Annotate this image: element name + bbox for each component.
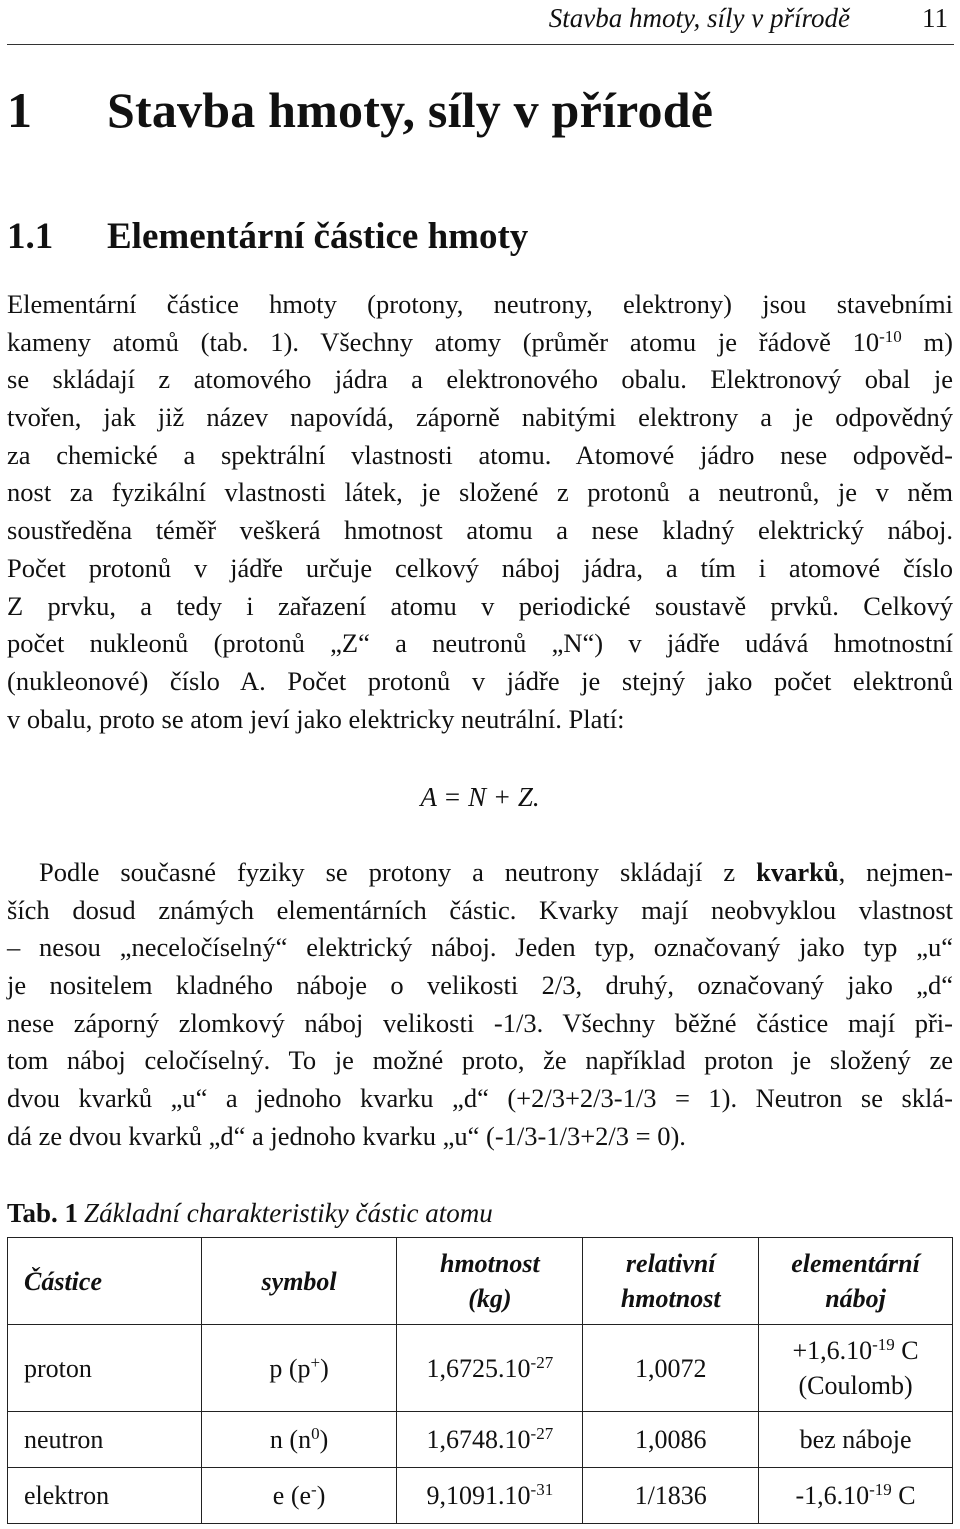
- formula: A = N + Z.: [420, 782, 540, 812]
- cell-charge: $-1,6.10^{-19}$ C: [759, 1468, 953, 1524]
- header-mass: hmotnost (kg): [397, 1238, 583, 1325]
- running-head-title: Stavba hmoty, síly v přírodě: [548, 3, 850, 33]
- paragraph-2-line: je nositelem kladného náboje o velikosti 2/3, druhý, označovaný jako „d“: [7, 970, 953, 1001]
- table-caption-label: Tab. 1: [7, 1198, 79, 1228]
- table-header-row: [8, 1238, 953, 1325]
- paragraph-1-line: Z prvku, a tedy i zařazení atomu v periodické soustavě prvků. Celkový: [7, 590, 953, 621]
- paragraph-2-text: Podle současné fyziky se protony a neutrony skládají z: [39, 857, 757, 887]
- table-row: [8, 1468, 953, 1524]
- header-relative-mass: relativní hmotnost: [583, 1238, 759, 1325]
- page-number: 11: [922, 3, 948, 33]
- cell-symbol: n $(n^0)$: [201, 1412, 397, 1468]
- chapter-heading: [7, 80, 713, 140]
- section-title: Elementární částice hmoty: [107, 216, 529, 257]
- paragraph-1-line: [7, 324, 953, 362]
- table-row: [8, 1325, 953, 1412]
- cell-symbol: e (e-): [201, 1468, 397, 1524]
- cell-charge: bez náboje: [759, 1412, 953, 1468]
- paragraph-2-line: nese záporný zlomkový náboj velikosti -1/3. Všechny běžné částice mají při-: [7, 1007, 953, 1038]
- paragraph-1-line: soustředěna téměř veškerá hmotnost atomu a nese kladný elektrický náboj.: [7, 515, 953, 546]
- paragraph-2-line: tom náboj celočíselný. To je možné proto, že například proton je složený ze: [7, 1045, 953, 1076]
- section-heading: [7, 215, 528, 259]
- paragraph-1-line: v obalu, proto se atom jeví jako elektricky neutrální. Platí:: [7, 703, 625, 734]
- exponent: -10: [879, 326, 902, 346]
- cell-relative-mass: 1,0086: [583, 1412, 759, 1468]
- paragraph-1-line: (nukleonové) číslo A. Počet protonů v jádře je stejný jako počet elektronů: [7, 665, 953, 696]
- table-caption: [7, 1194, 493, 1232]
- cell-charge: $+1,6.10^{-19}$ C (Coulomb): [759, 1325, 953, 1412]
- header-particle: Částice: [8, 1238, 202, 1325]
- paragraph-1-line: nost za fyzikální vlastnosti látek, je složené z protonů a neutronů, je v něm: [7, 477, 953, 508]
- cell-relative-mass: 1/1836: [583, 1468, 759, 1524]
- cell-mass: $1,6725.10^{-27}$: [397, 1325, 583, 1412]
- section-number: 1.1: [7, 216, 54, 257]
- cell-particle: proton: [8, 1325, 202, 1412]
- paragraph-2-line: dá ze dvou kvarků „d“ a jednoho kvarku „u“ (-1/3-1/3+2/3 = 0).: [7, 1120, 686, 1151]
- cell-mass: $9,1091.10^{-31}$: [397, 1468, 583, 1524]
- cell-mass: $1,6748.10^{-27}$: [397, 1412, 583, 1468]
- running-head: [0, 0, 960, 48]
- header-charge: elementární náboj: [759, 1238, 953, 1325]
- paragraph-2-line: [7, 854, 953, 892]
- cell-particle: elektron: [8, 1468, 202, 1524]
- cell-relative-mass: 1,0072: [583, 1325, 759, 1412]
- paragraph-1-line: Počet protonů v jádře určuje celkový náboj jádra, a tím i atomové číslo: [7, 552, 953, 583]
- paragraph-2: [7, 854, 953, 1156]
- chapter-title: Stavba hmoty, síly v přírodě: [107, 82, 714, 138]
- paragraph-1-line: tvořen, jak již název napovídá, záporně nabitými elektrony a je odpovědný: [7, 402, 953, 433]
- paragraph-1-line-tail: m): [901, 326, 953, 357]
- paragraph-1-line: se skládají z atomového jádra a elektronového obalu. Elektronový obal je: [7, 364, 953, 395]
- paragraph-1-line: počet nukleonů (protonů „Z“ a neutronů „N“) v jádře udává hmotnostní: [7, 628, 953, 659]
- table-caption-title: Základní charakteristiky částic atomu: [84, 1198, 493, 1228]
- header-symbol: symbol: [201, 1238, 397, 1325]
- paragraph-2-text: , nejmen-: [838, 857, 953, 887]
- cell-symbol: p (p+): [201, 1325, 397, 1412]
- particles-table: [7, 1237, 953, 1524]
- bold-term: kvarků: [756, 857, 839, 887]
- cell-particle: neutron: [8, 1412, 202, 1468]
- paragraph-2-line: dvou kvarků „u“ a jednoho kvarku „d“ (+2/3+2/3-1/3 = 1). Neutron se sklá-: [7, 1083, 953, 1114]
- table-row: [8, 1412, 953, 1468]
- header-divider: [7, 44, 954, 45]
- paragraph-2-line: – nesou „neceločíselný“ elektrický náboj. Jeden typ, označovaný jako typ „u“: [7, 932, 953, 963]
- paragraph-1-line: za chemické a spektrální vlastnosti atomu. Atomové jádro nese odpověd-: [7, 439, 953, 470]
- paragraph-1: [7, 286, 953, 738]
- chapter-number: 1: [7, 82, 33, 138]
- paragraph-2-line: ších dosud známých elementárních částic. Kvarky mají neobvyklou vlastnost: [7, 894, 953, 925]
- paragraph-1-line-text: kameny atomů (tab. 1). Všechny atomy (průměr atomu je řádově 10: [7, 326, 880, 357]
- paragraph-1-line: Elementární částice hmoty (protony, neutrony, elektrony) jsou stavebními: [7, 289, 953, 319]
